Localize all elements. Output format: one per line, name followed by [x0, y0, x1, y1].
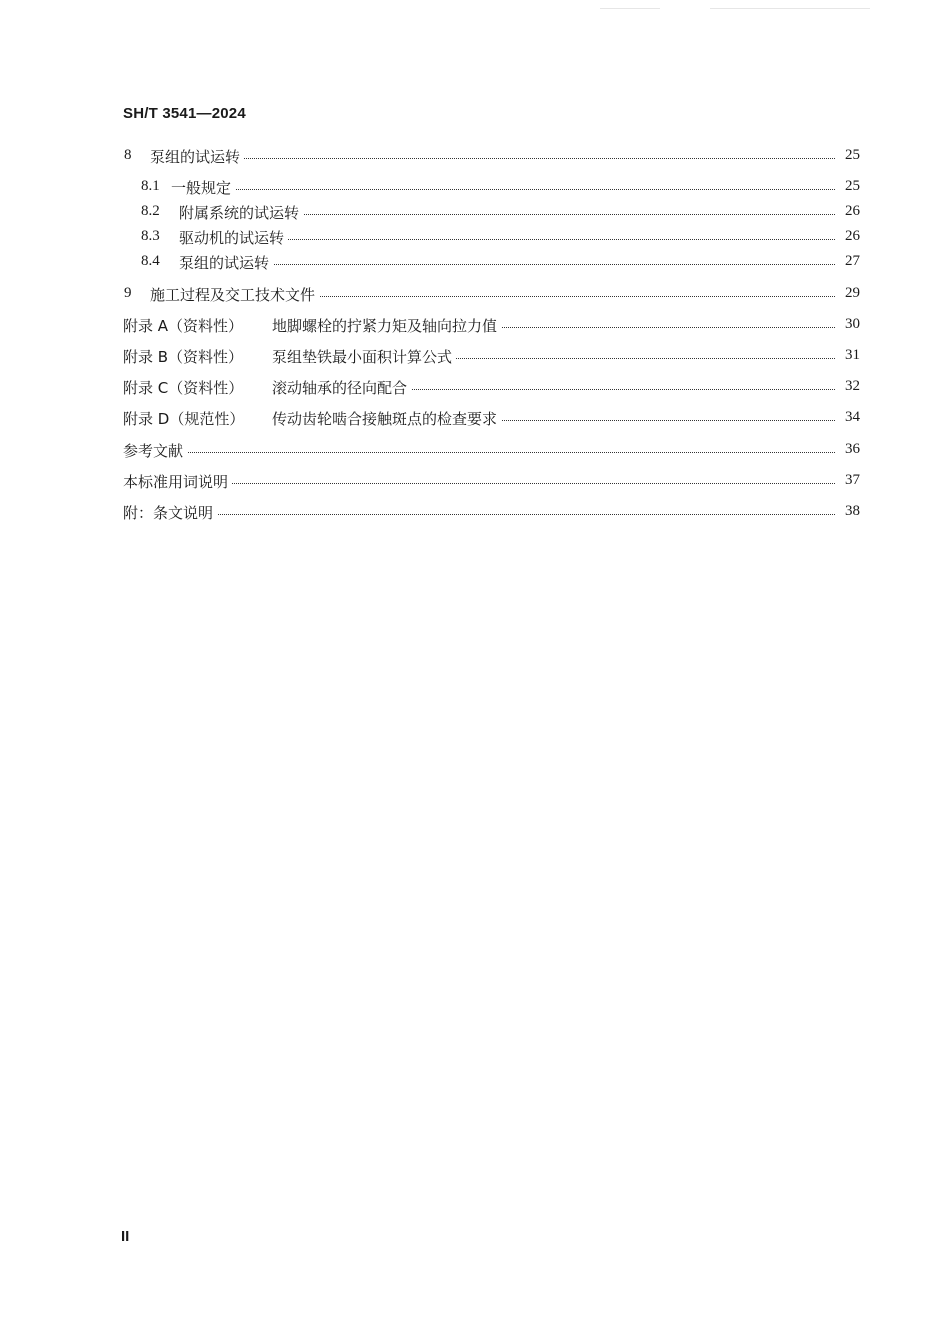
toc-entry[interactable] [0, 283, 950, 305]
toc-entry-number: 9 [124, 285, 132, 301]
toc-page-number: 31 [845, 347, 860, 363]
toc-entry-title: 附属系统的试运转 [179, 202, 303, 223]
toc-appendix-label: 附录 B（资料性） [123, 348, 244, 366]
scan-artifact [710, 8, 870, 9]
toc-leader-dots [170, 158, 835, 159]
toc-entry[interactable] [0, 226, 950, 248]
toc-appendix-label: 附录 A（资料性） [123, 317, 244, 335]
toc-page-number: 29 [845, 285, 860, 301]
page-number: II [121, 1228, 130, 1245]
toc-page-number: 37 [845, 472, 860, 488]
toc-leader-dots [143, 452, 835, 453]
toc-entry-title: 泵组的试运转 [179, 252, 273, 273]
toc-page-number: 36 [845, 441, 860, 457]
toc-leader-dots [143, 514, 835, 515]
toc-entry[interactable] [0, 145, 950, 167]
toc-entry[interactable] [0, 314, 950, 336]
toc-entry-title: 泵组的试运转 [150, 146, 244, 167]
scan-artifact [600, 8, 660, 9]
toc-page-number: 26 [845, 228, 860, 244]
toc-page-number: 26 [845, 203, 860, 219]
toc-entry-number: 8 [124, 147, 132, 163]
toc-page-number: 32 [845, 378, 860, 394]
toc-appendix-label: 附录 C（资料性） [123, 379, 244, 397]
toc-entry-number: 8.1 [141, 178, 160, 194]
toc-page-number: 25 [845, 178, 860, 194]
toc-leader-dots [143, 483, 835, 484]
toc-leader-dots [199, 239, 835, 240]
toc-page-number: 34 [845, 409, 860, 425]
toc-page-number: 30 [845, 316, 860, 332]
toc-page-number: 27 [845, 253, 860, 269]
toc-page-number: 38 [845, 503, 860, 519]
toc-entry-title: 驱动机的试运转 [179, 227, 288, 248]
toc-entry-title: 地脚螺栓的拧紧力矩及轴向拉力值 [272, 315, 501, 336]
toc-leader-dots [199, 264, 835, 265]
toc-entry-number: 8.2 [141, 203, 160, 219]
toc-entry-title: 传动齿轮啮合接触斑点的检查要求 [272, 408, 501, 429]
toc-entry[interactable] [0, 407, 950, 429]
toc-appendix-label: 附录 D（规范性） [123, 410, 245, 428]
toc-entry[interactable] [0, 501, 950, 523]
standard-code: SH/T 3541—2024 [123, 105, 246, 122]
toc-entry[interactable] [0, 251, 950, 273]
toc-entry-title: 泵组垫铁最小面积计算公式 [272, 346, 456, 367]
toc-leader-dots [191, 189, 835, 190]
toc-page-number: 25 [845, 147, 860, 163]
toc-entry-title: 附：条文说明 [123, 502, 217, 523]
toc-entry[interactable] [0, 201, 950, 223]
toc-entry-title: 参考文献 [123, 440, 187, 461]
toc-entry[interactable] [0, 176, 950, 198]
toc-entry-title: 施工过程及交工技术文件 [150, 284, 319, 305]
toc-entry[interactable] [0, 345, 950, 367]
toc-entry-title: 滚动轴承的径向配合 [272, 377, 411, 398]
toc-entry-title: 本标准用词说明 [123, 471, 232, 492]
toc-entry[interactable] [0, 470, 950, 492]
toc-entry[interactable] [0, 376, 950, 398]
toc-entry-number: 8.4 [141, 253, 160, 269]
toc-entry[interactable] [0, 439, 950, 461]
toc-entry-number: 8.3 [141, 228, 160, 244]
toc-entry-title: 一般规定 [171, 177, 235, 198]
